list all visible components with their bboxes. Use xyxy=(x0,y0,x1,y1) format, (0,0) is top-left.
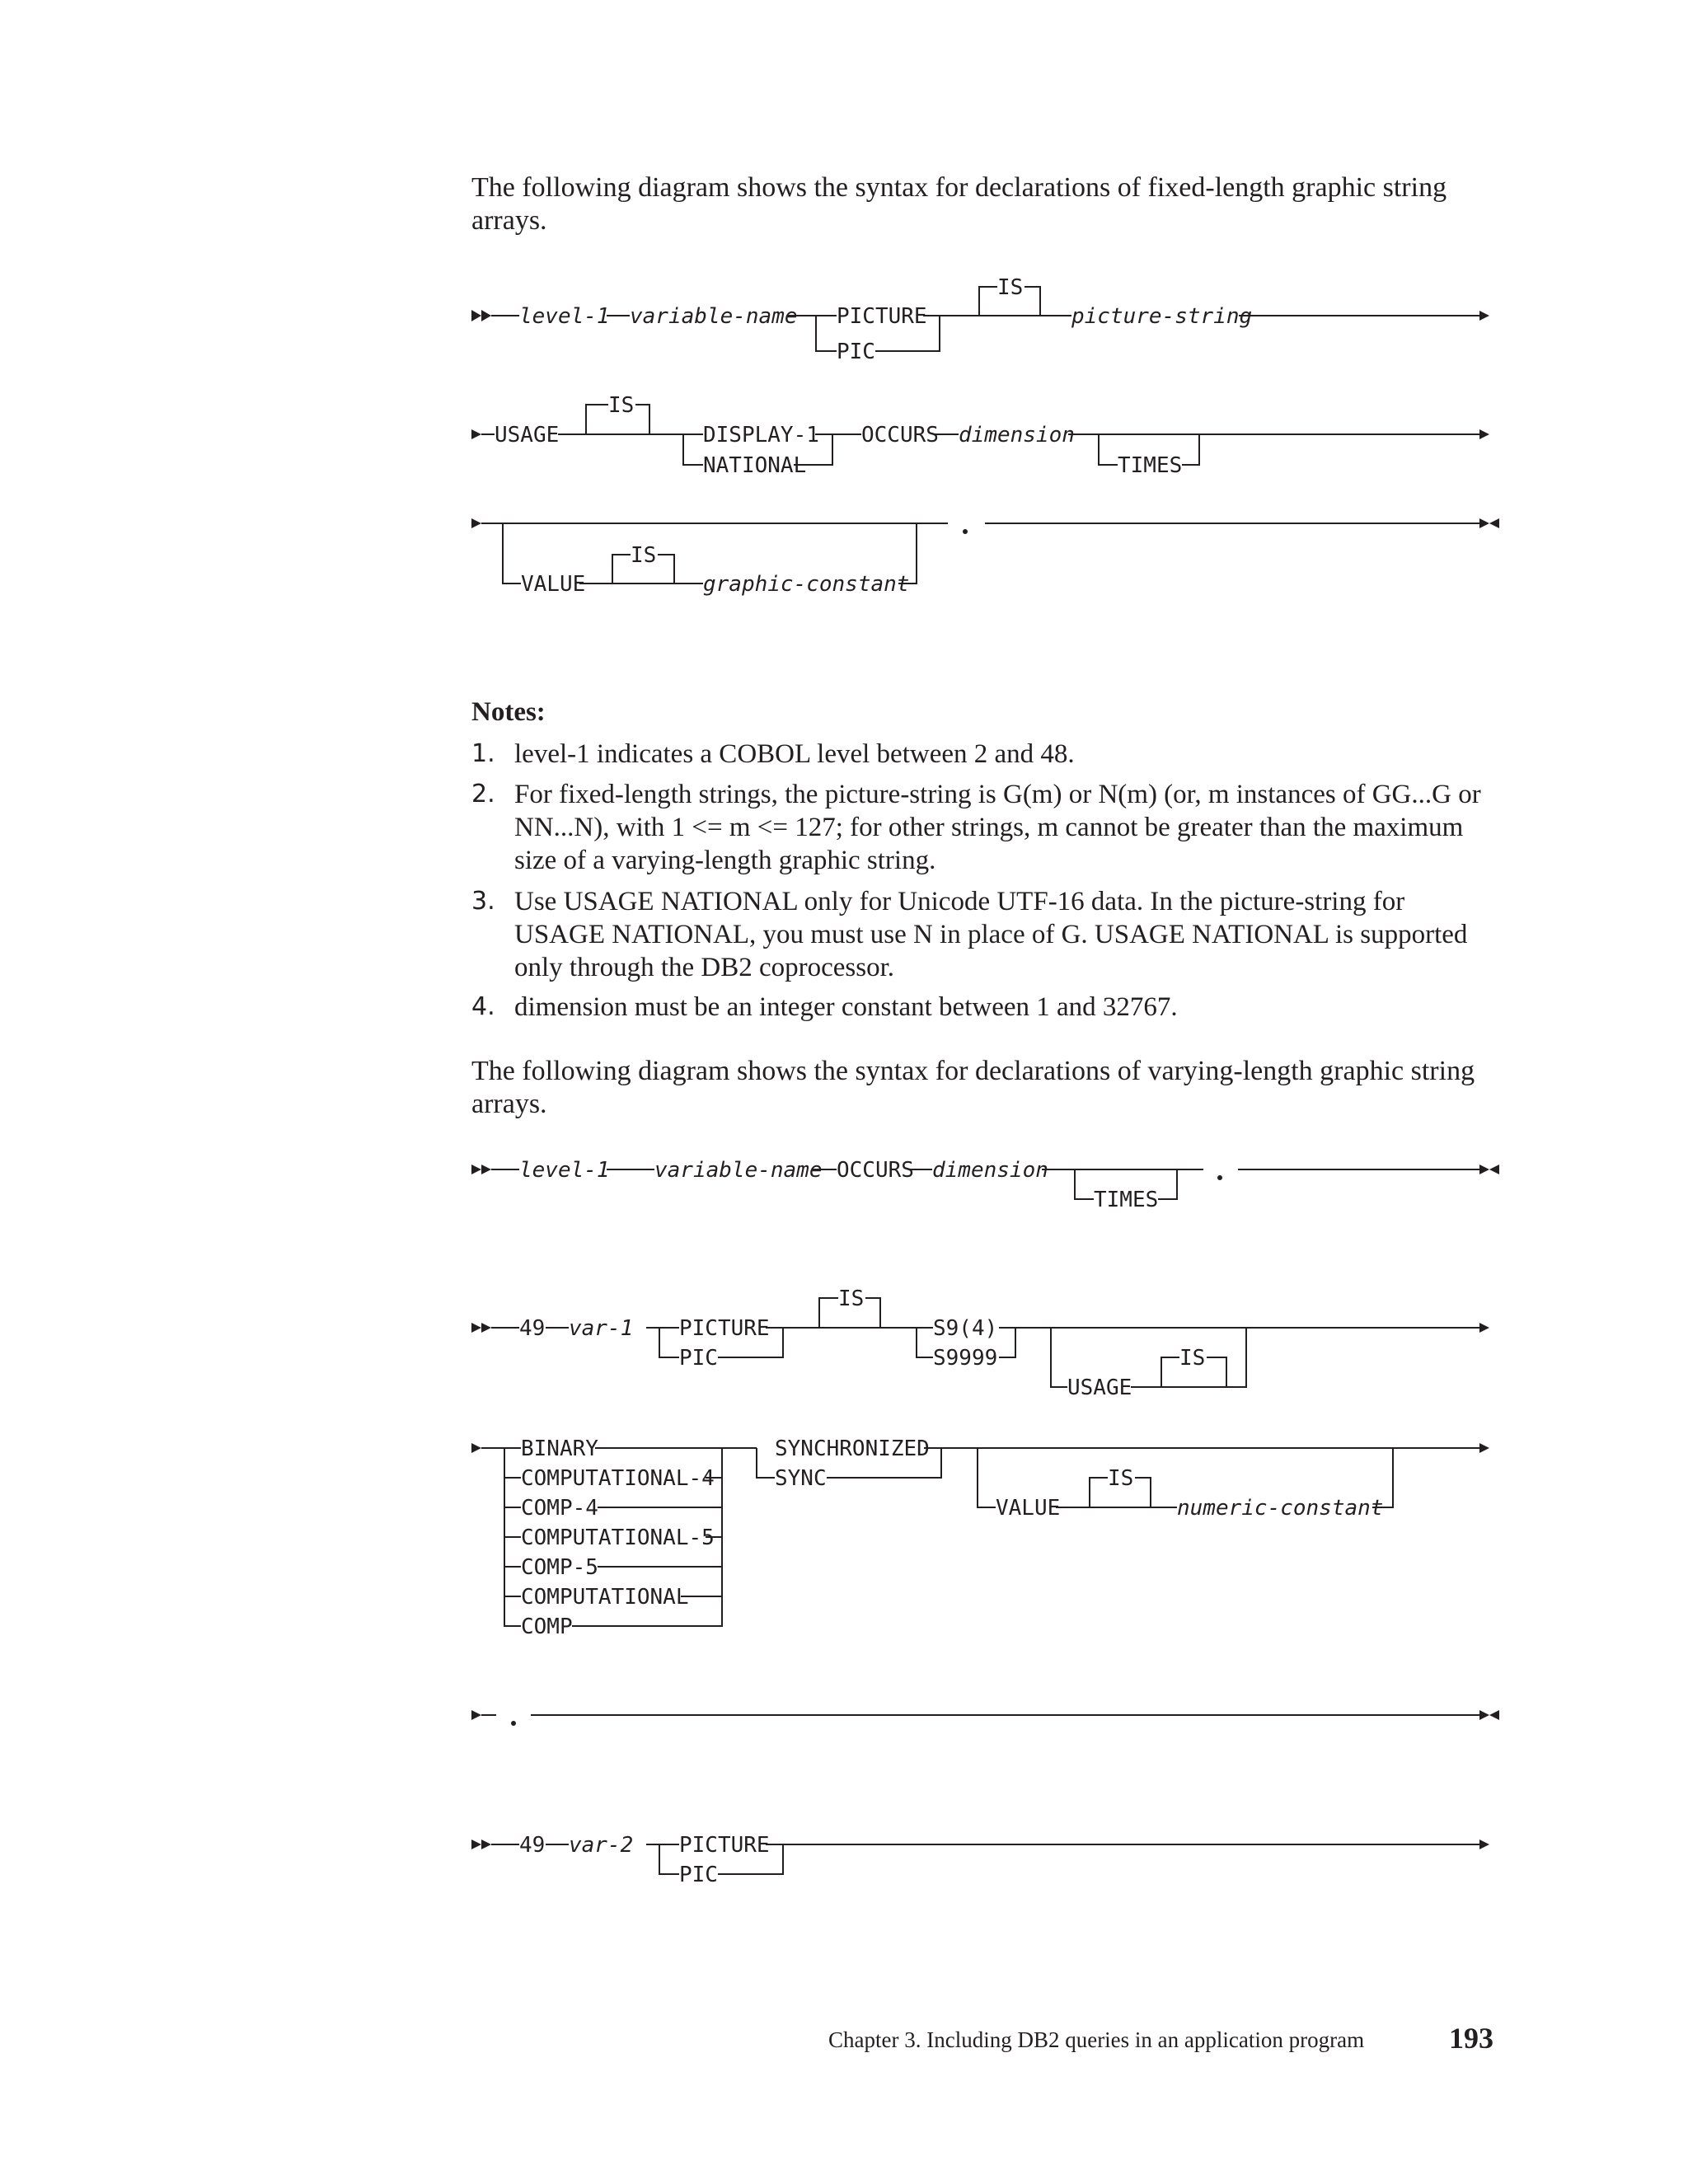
terminating-period xyxy=(511,1721,516,1726)
is-keyword: IS xyxy=(608,393,635,418)
note-number: 3. xyxy=(471,887,495,916)
comp-5-keyword: COMP-5 xyxy=(521,1555,598,1580)
var-1-syntax-diagram xyxy=(471,1286,1499,1726)
level-1-term: level-1 xyxy=(519,1158,610,1183)
terminating-period xyxy=(963,529,968,534)
value-keyword: VALUE xyxy=(996,1496,1061,1521)
fixed-length-syntax-diagram xyxy=(471,275,1499,597)
dimension-term: dimension xyxy=(959,423,1075,448)
display-1-keyword: DISPLAY-1 xyxy=(703,423,819,448)
times-keyword: TIMES xyxy=(1094,1188,1159,1212)
intro-varying-length: The following diagram shows the syntax for declarations of varying-length graphic string arrays. xyxy=(471,1056,1475,1119)
page-number: 193 xyxy=(1449,2022,1493,2055)
level-1-term: level-1 xyxy=(519,304,610,329)
is-keyword: IS xyxy=(1179,1346,1206,1371)
notes-heading: Notes: xyxy=(471,697,546,727)
comp-4-keyword: COMP-4 xyxy=(521,1496,598,1521)
intro-fixed-length: The following diagram shows the syntax for declarations of fixed-length graphic string arrays. xyxy=(471,172,1447,236)
level-49: 49 xyxy=(519,1316,546,1341)
is-keyword: IS xyxy=(997,275,1024,300)
graphic-constant-term: graphic-constant xyxy=(703,572,910,597)
note-item xyxy=(471,738,1493,771)
picture-keyword: PICTURE xyxy=(837,304,927,329)
picture-string-term: picture-string xyxy=(1071,304,1253,329)
picture-keyword: PICTURE xyxy=(679,1833,770,1858)
chapter-footer: Chapter 3. Including DB2 queries in an application program xyxy=(828,2027,1365,2052)
is-keyword: IS xyxy=(838,1286,865,1311)
note-item xyxy=(471,885,1493,984)
var-2-syntax-diagram xyxy=(471,1833,1489,1887)
varying-length-syntax-diagram xyxy=(471,1158,1499,1212)
terminating-period xyxy=(1217,1175,1222,1180)
note-number: 4. xyxy=(471,992,495,1021)
variable-name-term: variable-name xyxy=(630,304,798,329)
national-keyword: NATIONAL xyxy=(703,453,807,478)
note-text: level-1 indicates a COBOL level between 2 and 48. xyxy=(514,739,1075,769)
note-number: 1. xyxy=(471,739,495,768)
computational-keyword: COMPUTATIONAL xyxy=(521,1585,689,1610)
computational-5-keyword: COMPUTATIONAL-5 xyxy=(521,1526,715,1550)
variable-name-term: variable-name xyxy=(654,1158,823,1183)
comp-keyword: COMP xyxy=(521,1615,573,1639)
s9-4-keyword: S9(4) xyxy=(933,1316,998,1341)
value-keyword: VALUE xyxy=(521,572,586,597)
picture-keyword: PICTURE xyxy=(679,1316,770,1341)
var-1-term: var-1 xyxy=(569,1316,634,1341)
note-text: Use USAGE NATIONAL only for Unicode UTF-16 data. In the picture-string for USAGE NATIONAL, you must use N in place of G. USAGE NATIONAL is supported only through the DB2 coprocessor. xyxy=(514,887,1468,982)
dimension-term: dimension xyxy=(932,1158,1048,1183)
pic-keyword: PIC xyxy=(837,340,875,364)
level-49: 49 xyxy=(519,1833,546,1858)
sync-keyword: SYNC xyxy=(775,1466,827,1491)
note-item xyxy=(471,778,1493,877)
note-text: dimension must be an integer constant between 1 and 32767. xyxy=(514,992,1178,1022)
is-keyword: IS xyxy=(631,543,657,568)
usage-keyword: USAGE xyxy=(495,423,560,448)
computational-4-keyword: COMPUTATIONAL-4 xyxy=(521,1466,715,1491)
usage-keyword: USAGE xyxy=(1067,1376,1132,1400)
times-keyword: TIMES xyxy=(1118,453,1183,478)
note-item xyxy=(471,991,1493,1024)
var-2-term: var-2 xyxy=(569,1833,634,1858)
is-keyword: IS xyxy=(1108,1466,1134,1491)
pic-keyword: PIC xyxy=(679,1863,718,1887)
occurs-keyword: OCCURS xyxy=(861,423,939,448)
note-number: 2. xyxy=(471,780,495,808)
pic-keyword: PIC xyxy=(679,1346,718,1371)
synchronized-keyword: SYNCHRONIZED xyxy=(775,1436,930,1461)
occurs-keyword: OCCURS xyxy=(837,1158,914,1183)
binary-keyword: BINARY xyxy=(521,1436,598,1461)
note-text: For fixed-length strings, the picture-string is G(m) or N(m) (or, m instances of GG...G or NN...N), with 1 <= m <= 127; for other strings, m cannot be greater than the maximum size of a varying-length graphic string. xyxy=(514,780,1481,875)
numeric-constant-term: numeric-constant xyxy=(1177,1496,1384,1521)
s9999-keyword: S9999 xyxy=(933,1346,998,1371)
